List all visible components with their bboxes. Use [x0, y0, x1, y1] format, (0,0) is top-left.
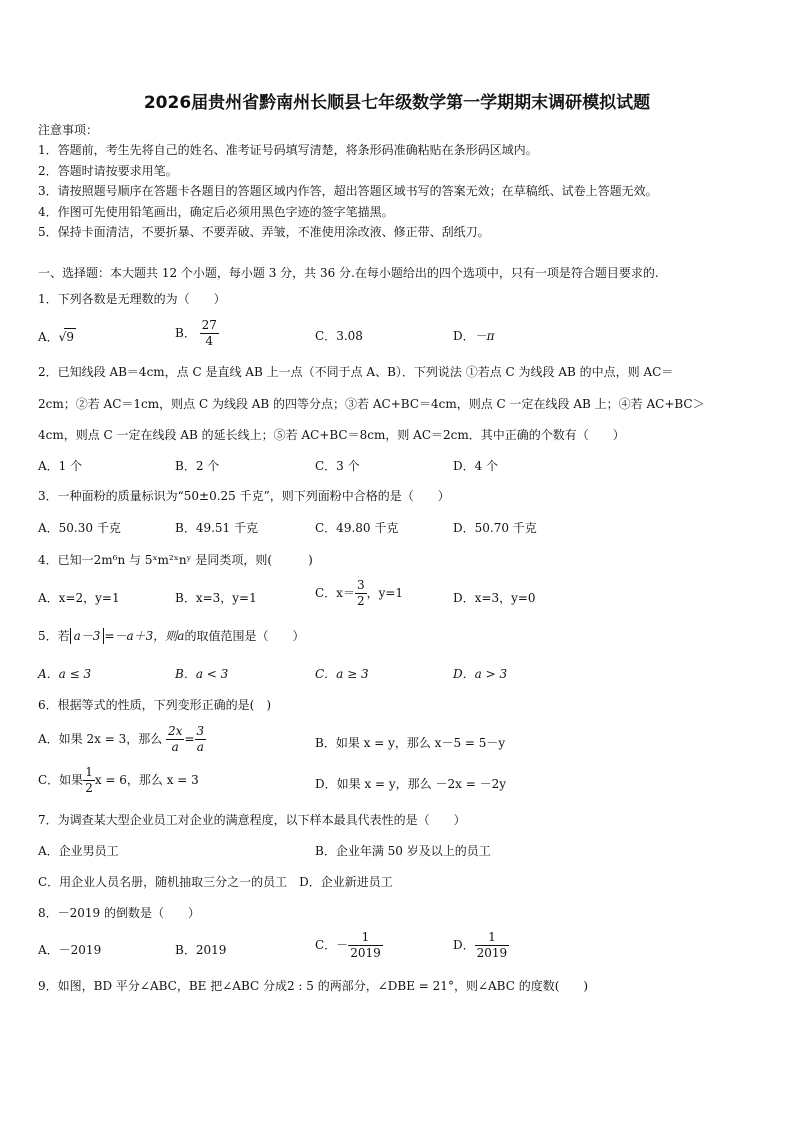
q2-option-d: D．4 个	[453, 459, 499, 473]
q8-option-a: A．－2019	[38, 943, 102, 957]
q4-option-b: B．x=3，y=1	[175, 591, 257, 605]
q4-stem: 4．已知一2m⁶n 与 5ˣm²ˣnʸ 是同类项，则( )	[38, 553, 313, 567]
q6-option-c: C．如果 $\frac{1}{2}$ x = 6，那么 x = 3	[38, 765, 199, 795]
q1-fraction: $\frac{27}{4}$	[201, 318, 217, 348]
q7-option-cd: C．用企业人员名册，随机抽取三分之一的员工 D．企业新进员工	[38, 875, 393, 889]
q5-option-a: A．a ≤ 3	[38, 667, 92, 681]
q3-option-a: A．50.30 千克	[38, 521, 121, 535]
q1-option-b: B． $\frac{27}{4}$	[175, 318, 217, 348]
q2-option-c: C．3 个	[315, 459, 360, 473]
q4-option-d: D．x=3，y=0	[453, 591, 536, 605]
notes-heading: 注意事项：	[38, 123, 99, 137]
q2-stem-line-2: 2cm；②若 AC＝1cm，则点 C 为线段 AB 的四等分点；③若 AC+BC＝4cm，则点 C 一定在线段 AB 上；④若 AC+BC＞	[38, 397, 705, 411]
q8-option-c: C．－ $\frac{1}{2019}$	[315, 930, 381, 960]
q1-stem: 1．下列各数是无理数的为（ ）	[38, 292, 226, 306]
q3-stem: 3．一种面粉的质量标识为“50±0.25 千克”，则下列面粉中合格的是（ ）	[38, 489, 450, 503]
q5-option-b: B．a < 3	[175, 667, 229, 681]
q7-option-b: B．企业年满 50 岁及以上的员工	[315, 844, 491, 858]
q2-stem-line-3: 4cm，则点 C 一定在线段 AB 的延长线上；⑤若 AC+BC＝8cm，则 AC＝2cm．其中正确的个数有（ ）	[38, 428, 625, 442]
note-item-3: 3．请按照题号顺序在答题卡各题目的答题区域内作答，超出答题区域书写的答案无效；在草稿纸、试卷上答题无效。	[38, 184, 658, 198]
note-item-4: 4．作图可先使用铅笔画出，确定后必须用黑色字迹的签字笔描黑。	[38, 205, 394, 219]
note-item-2: 2．答题时请按要求用笔。	[38, 164, 178, 178]
q2-option-a: A．1 个	[38, 459, 83, 473]
q2-option-b: B．2 个	[175, 459, 220, 473]
page-title: 2026届贵州省黔南州长顺县七年级数学第一学期期末调研模拟试题	[143, 93, 651, 113]
q6-option-a: A．如果 2x = 3，那么 $\frac{2x}{a}$ = $\frac{3}{a}$	[38, 724, 205, 754]
q9-stem: 9．如图，BD 平分∠ABC，BE 把∠ABC 分成2 : 5 的两部分，∠DBE = 21°，则∠ABC 的度数( )	[38, 979, 589, 993]
q3-option-c: C．49.80 千克	[315, 521, 399, 535]
q1-sqrt: 9	[66, 330, 74, 344]
q5-stem: 5．若 a－3 =－a＋3，则a的取值范围是（ ）	[38, 629, 305, 643]
q4-fraction: $\frac{3}{2}$	[356, 578, 365, 608]
q7-stem: 7．为调查某大型企业员工对企业的满意程度，以下样本最具代表性的是（ ）	[38, 813, 466, 827]
q5-option-c: C．a ≥ 3	[315, 667, 369, 681]
q8-option-b: B．2019	[175, 943, 227, 957]
q6-option-b: B．如果 x = y，那么 x－5 = 5－y	[315, 736, 506, 750]
q8-option-d: D． $\frac{1}{2019}$	[453, 930, 508, 960]
q3-option-b: B．49.51 千克	[175, 521, 258, 535]
q2-stem-line-1: 2．已知线段 AB＝4cm，点 C 是直线 AB 上一点（不同于点 A、B）．下列说法 ①若点 C 为线段 AB 的中点，则 AC＝	[38, 365, 674, 379]
q8-stem: 8．－2019 的倒数是（ ）	[38, 906, 200, 920]
q1-option-c: C．3.0̇8̇	[315, 329, 363, 343]
q7-option-a: A．企业男员工	[38, 844, 119, 858]
q5-absolute-value: a－3	[70, 628, 105, 644]
q3-option-d: D．50.70 千克	[453, 521, 537, 535]
q6-option-d: D．如果 x = y，那么 －2x = －2y	[315, 777, 506, 791]
q5-option-d: D．a > 3	[453, 667, 508, 681]
q4-option-a: A．x=2，y=1	[38, 591, 120, 605]
q4-option-c: C．x＝ $\frac{3}{2}$ ，y=1	[315, 578, 404, 608]
note-item-1: 1．答题前，考生先将自己的姓名、准考证号码填写清楚，将条形码准确粘贴在条形码区域内。	[38, 143, 538, 157]
section-heading: 一、选择题：本大题共 12 个小题，每小题 3 分，共 36 分.在每小题给出的四个选项中，只有一项是符合题目要求的.	[38, 266, 659, 280]
note-item-5: 5．保持卡面清洁，不要折暴、不要弄破、弄皱，不准使用涂改液、修正带、刮纸刀。	[38, 225, 490, 239]
q6-stem: 6．根据等式的性质，下列变形正确的是( )	[38, 698, 271, 712]
q1-option-a: A．√9	[38, 330, 74, 344]
q1-option-d: D．－π	[453, 329, 495, 343]
